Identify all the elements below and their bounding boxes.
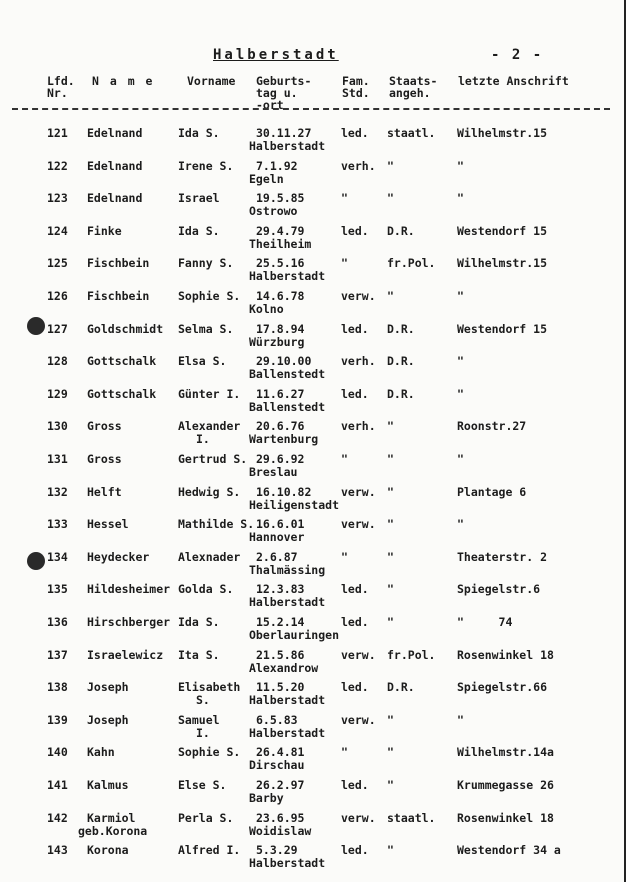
row-name: Edelnand (87, 191, 143, 206)
row-nr: 122 (47, 158, 68, 173)
row-anschrift: " (457, 452, 464, 466)
row-staatsangehoerigkeit: D.R. (387, 680, 415, 695)
col-header-geburt: Geburts- tag u. -ort (256, 74, 312, 112)
row-vorname: Elsa S. (178, 354, 227, 369)
row-geburtsort: Halberstadt (249, 595, 326, 610)
row-vorname: Irene S. (178, 158, 234, 173)
row-anschrift: " (457, 517, 464, 532)
row-name: Finke (87, 223, 122, 238)
row-nr: 137 (47, 647, 68, 662)
table-row (0, 453, 626, 483)
col-header-fam: Fam. Std. (342, 74, 370, 100)
row-familienstand: verw. (341, 517, 376, 532)
row-familienstand: " (341, 745, 348, 760)
row-nr: 125 (47, 256, 68, 271)
row-anschrift: Theaterstr. 2 (457, 549, 548, 564)
row-geburtsdatum: 26.2.97 (256, 778, 305, 792)
row-vorname: Samuel (178, 712, 220, 727)
table-row (0, 290, 626, 320)
row-name-secondary: geb.Korona (78, 823, 148, 838)
row-geburtsort: Woidislaw (249, 823, 312, 838)
row-staatsangehoerigkeit: staatl. (387, 810, 436, 825)
row-geburtsort: Oberlauringen (249, 628, 340, 642)
col-header-vorname: Vorname (187, 74, 236, 88)
table-row (0, 779, 626, 809)
row-anschrift: " 74 (457, 615, 513, 629)
row-nr: 141 (47, 778, 68, 792)
row-geburtsort: Halberstadt (249, 725, 326, 740)
row-anschrift: Wilhelmstr.15 (457, 256, 548, 271)
row-familienstand: led. (341, 386, 369, 401)
row-anschrift: Westendorf 15 (457, 321, 548, 336)
row-familienstand: " (341, 191, 348, 206)
col-header-name: N a m e (92, 74, 155, 88)
row-vorname: Günter I. (178, 386, 241, 401)
table-row (0, 486, 626, 516)
row-anschrift: " (457, 289, 464, 303)
row-staatsangehoerigkeit: " (387, 745, 394, 760)
row-staatsangehoerigkeit: " (387, 158, 394, 173)
row-vorname: Fanny S. (178, 256, 234, 271)
row-name: Gottschalk (87, 354, 157, 369)
row-geburtsort: Wartenburg (249, 432, 319, 447)
row-geburtsdatum: 14.6.78 (256, 289, 305, 303)
row-geburtsdatum: 20.6.76 (256, 419, 305, 434)
row-familienstand: " (341, 549, 348, 564)
row-nr: 131 (47, 452, 68, 466)
row-name: Hildesheimer (87, 582, 171, 597)
row-staatsangehoerigkeit: " (387, 517, 394, 532)
row-staatsangehoerigkeit: " (387, 843, 394, 858)
row-vorname-secondary: I. (196, 725, 210, 740)
page-number: - 2 - (491, 47, 544, 63)
row-anschrift: Spiegelstr.6 (457, 582, 541, 597)
row-familienstand: verh. (341, 158, 376, 173)
row-vorname: Gertrud S. (178, 452, 248, 466)
row-name: Karmiol (87, 810, 136, 825)
row-familienstand: led. (341, 778, 369, 792)
row-geburtsort: Heiligenstadt (249, 497, 340, 512)
row-staatsangehoerigkeit: D.R. (387, 386, 415, 401)
row-geburtsort: Würzburg (249, 334, 305, 349)
row-nr: 140 (47, 745, 68, 760)
row-nr: 143 (47, 843, 68, 858)
row-vorname: Alexnader (178, 549, 241, 564)
table-row (0, 616, 626, 646)
row-anschrift: Spiegelstr.66 (457, 680, 548, 695)
row-geburtsort: Theilheim (249, 236, 312, 251)
row-name: Gross (87, 452, 122, 466)
row-geburtsdatum: 6.5.83 (256, 712, 298, 727)
row-nr: 132 (47, 484, 68, 499)
table-row (0, 518, 626, 548)
punch-hole (27, 317, 45, 335)
row-anschrift: " (457, 354, 464, 369)
row-familienstand: verw. (341, 810, 376, 825)
table-row (0, 192, 626, 222)
row-vorname: Golda S. (178, 582, 234, 597)
table-row (0, 583, 626, 613)
row-familienstand: led. (341, 321, 369, 336)
row-nr: 127 (47, 321, 68, 336)
row-familienstand: " (341, 452, 348, 466)
row-geburtsdatum: 23.6.95 (256, 810, 305, 825)
col-header-staat: Staats- angeh. (389, 74, 438, 100)
row-name: Joseph (87, 680, 129, 695)
row-geburtsdatum: 21.5.86 (256, 647, 305, 662)
row-vorname: Selma S. (178, 321, 234, 336)
col-header-nr: Lfd. Nr. (47, 74, 75, 100)
row-familienstand: verh. (341, 354, 376, 369)
table-row (0, 225, 626, 255)
row-staatsangehoerigkeit: " (387, 484, 394, 499)
row-vorname: Sophie S. (178, 289, 241, 303)
row-name: Gross (87, 419, 122, 434)
table-row (0, 355, 626, 385)
row-anschrift: " (457, 158, 464, 173)
row-anschrift: Rosenwinkel 18 (457, 647, 554, 662)
row-familienstand: verw. (341, 484, 376, 499)
row-staatsangehoerigkeit: fr.Pol. (387, 647, 436, 662)
row-geburtsort: Barby (249, 791, 284, 805)
row-familienstand: led. (341, 680, 369, 695)
row-vorname-secondary: S. (196, 693, 210, 708)
row-geburtsdatum: 25.5.16 (256, 256, 305, 271)
row-name: Gottschalk (87, 386, 157, 401)
row-name: Korona (87, 843, 129, 858)
row-staatsangehoerigkeit: " (387, 712, 394, 727)
row-geburtsort: Halberstadt (249, 269, 326, 284)
row-nr: 129 (47, 386, 68, 401)
row-staatsangehoerigkeit: staatl. (387, 126, 436, 140)
row-name: Hirschberger (87, 615, 171, 629)
row-vorname: Alfred I. (178, 843, 241, 858)
row-nr: 123 (47, 191, 68, 206)
row-nr: 121 (47, 126, 68, 140)
row-name: Heydecker (87, 549, 150, 564)
row-geburtsdatum: 5.3.29 (256, 843, 298, 858)
row-nr: 126 (47, 289, 68, 303)
row-familienstand: " (341, 256, 348, 271)
row-geburtsort: Alexandrow (249, 660, 319, 675)
row-geburtsdatum: 29.6.92 (256, 452, 305, 466)
row-anschrift: Roonstr.27 (457, 419, 527, 434)
row-vorname: Israel (178, 191, 220, 206)
row-familienstand: verw. (341, 289, 376, 303)
row-familienstand: verw. (341, 647, 376, 662)
row-vorname: Alexander (178, 419, 241, 434)
row-geburtsort: Kolno (249, 302, 284, 316)
row-name: Edelnand (87, 126, 143, 140)
row-anschrift: " (457, 191, 464, 206)
row-nr: 138 (47, 680, 68, 695)
row-anschrift: Westendorf 34 a (457, 843, 561, 858)
row-geburtsdatum: 11.5.20 (256, 680, 305, 695)
table-row (0, 420, 626, 450)
row-anschrift: Plantage 6 (457, 484, 527, 499)
row-staatsangehoerigkeit: " (387, 582, 394, 597)
row-name: Kalmus (87, 778, 129, 792)
row-anschrift: Krummegasse 26 (457, 778, 554, 792)
row-nr: 128 (47, 354, 68, 369)
row-geburtsdatum: 29.4.79 (256, 223, 305, 238)
row-vorname: Sophie S. (178, 745, 241, 760)
row-geburtsdatum: 16.6.01 (256, 517, 305, 532)
table-row (0, 844, 626, 874)
col-header-anschrift: letzte Anschrift (458, 74, 569, 88)
row-nr: 139 (47, 712, 68, 727)
row-geburtsdatum: 16.10.82 (256, 484, 312, 499)
row-nr: 124 (47, 223, 68, 238)
row-name: Fischbein (87, 256, 150, 271)
row-staatsangehoerigkeit: " (387, 191, 394, 206)
row-geburtsdatum: 30.11.27 (256, 126, 312, 140)
row-geburtsdatum: 29.10.00 (256, 354, 312, 369)
row-anschrift: Westendorf 15 (457, 223, 548, 238)
row-staatsangehoerigkeit: D.R. (387, 321, 415, 336)
row-vorname: Elisabeth (178, 680, 241, 695)
row-name: Hessel (87, 517, 129, 532)
table-row (0, 551, 626, 581)
row-geburtsdatum: 2.6.87 (256, 549, 298, 564)
row-vorname: Perla S. (178, 810, 234, 825)
row-staatsangehoerigkeit: " (387, 419, 394, 434)
table-row (0, 388, 626, 418)
row-geburtsdatum: 26.4.81 (256, 745, 305, 760)
row-geburtsort: Halberstadt (249, 139, 326, 153)
row-nr: 133 (47, 517, 68, 532)
row-geburtsort: Hannover (249, 530, 305, 545)
row-vorname: Else S. (178, 778, 227, 792)
row-geburtsdatum: 12.3.83 (256, 582, 305, 597)
row-geburtsort: Dirschau (249, 758, 305, 773)
header-separator (12, 108, 610, 110)
row-geburtsdatum: 7.1.92 (256, 158, 298, 173)
table-row (0, 649, 626, 679)
row-name: Joseph (87, 712, 129, 727)
row-familienstand: led. (341, 843, 369, 858)
row-geburtsort: Halberstadt (249, 693, 326, 708)
row-name: Goldschmidt (87, 321, 164, 336)
row-name: Fischbein (87, 289, 150, 303)
row-name: Israelewicz (87, 647, 164, 662)
row-staatsangehoerigkeit: " (387, 289, 394, 303)
row-geburtsort: Ostrowo (249, 204, 298, 219)
row-geburtsort: Egeln (249, 171, 284, 186)
table-row (0, 127, 626, 157)
row-name: Edelnand (87, 158, 143, 173)
row-nr: 142 (47, 810, 68, 825)
row-geburtsdatum: 15.2.14 (256, 615, 305, 629)
row-familienstand: led. (341, 223, 369, 238)
row-anschrift: Rosenwinkel 18 (457, 810, 554, 825)
row-staatsangehoerigkeit: " (387, 549, 394, 564)
row-familienstand: led. (341, 582, 369, 597)
table-row (0, 812, 626, 842)
row-geburtsort: Halberstadt (249, 856, 326, 871)
row-staatsangehoerigkeit: D.R. (387, 354, 415, 369)
row-anschrift: Wilhelmstr.15 (457, 126, 548, 140)
row-vorname: Mathilde S. (178, 517, 255, 532)
table-row (0, 714, 626, 744)
row-familienstand: led. (341, 615, 369, 629)
row-nr: 130 (47, 419, 68, 434)
row-nr: 134 (47, 549, 68, 564)
row-geburtsdatum: 19.5.85 (256, 191, 305, 206)
table-row (0, 746, 626, 776)
row-staatsangehoerigkeit: " (387, 615, 394, 629)
row-familienstand: verw. (341, 712, 376, 727)
row-familienstand: led. (341, 126, 369, 140)
row-geburtsdatum: 11.6.27 (256, 386, 305, 401)
row-vorname: Ita S. (178, 647, 220, 662)
row-geburtsdatum: 17.8.94 (256, 321, 305, 336)
row-staatsangehoerigkeit: " (387, 778, 394, 792)
row-anschrift: Wilhelmstr.14a (457, 745, 554, 760)
row-geburtsort: Breslau (249, 465, 298, 479)
row-geburtsort: Ballenstedt (249, 367, 326, 382)
row-familienstand: verh. (341, 419, 376, 434)
row-anschrift: " (457, 712, 464, 727)
row-vorname-secondary: I. (196, 432, 210, 447)
row-nr: 136 (47, 615, 68, 629)
table-row (0, 257, 626, 287)
page-title: Halberstadt (213, 47, 339, 63)
row-nr: 135 (47, 582, 68, 597)
row-staatsangehoerigkeit: " (387, 452, 394, 466)
row-vorname: Ida S. (178, 615, 220, 629)
row-name: Kahn (87, 745, 115, 760)
row-staatsangehoerigkeit: D.R. (387, 223, 415, 238)
table-row (0, 323, 626, 353)
row-geburtsort: Ballenstedt (249, 399, 326, 414)
row-vorname: Ida S. (178, 223, 220, 238)
row-staatsangehoerigkeit: fr.Pol. (387, 256, 436, 271)
row-anschrift: " (457, 386, 464, 401)
row-vorname: Hedwig S. (178, 484, 241, 499)
table-row (0, 160, 626, 190)
punch-hole (27, 552, 45, 570)
table-row (0, 681, 626, 711)
row-name: Helft (87, 484, 122, 499)
row-vorname: Ida S. (178, 126, 220, 140)
row-geburtsort: Thalmässing (249, 562, 326, 577)
